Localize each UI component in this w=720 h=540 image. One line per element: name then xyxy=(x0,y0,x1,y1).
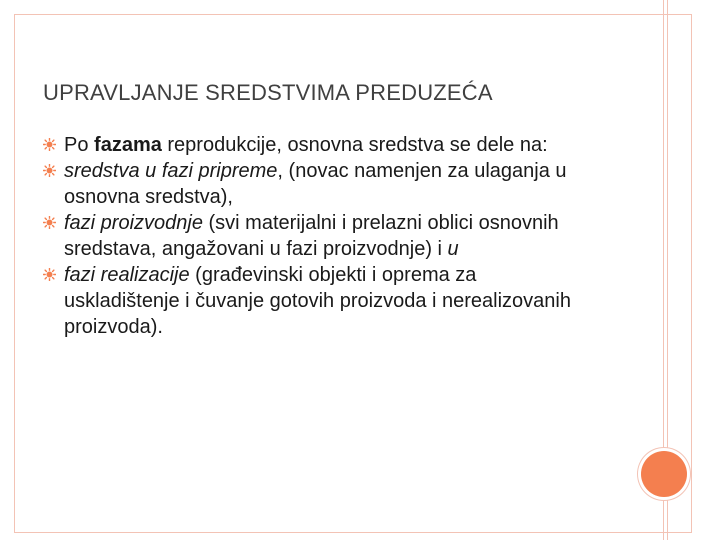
bullet-item xyxy=(43,158,633,210)
bullet-text-segment: (svi materijalni i prelazni oblici osnovnih sredstava, angažovani u fazi proizvodnje) i xyxy=(64,212,559,260)
bullet-text xyxy=(64,262,584,340)
bullet-text-segment: (građevinski objekti i oprema za uskladištenje i čuvanje gotovih proizvoda i nerealizovanih proizvoda). xyxy=(64,264,571,338)
bullet-text-segment: sredstva u fazi pripreme xyxy=(64,160,278,182)
bullet-item xyxy=(43,262,633,340)
bullet-item xyxy=(43,132,633,158)
sun-icon xyxy=(43,216,56,229)
bullet-text xyxy=(64,132,624,158)
bullet-text-segment: , (novac namenjen za ulaganja u osnovna sredstva), xyxy=(64,160,567,208)
bullet-text-segment: reprodukcije, osnovna sredstva se dele na: xyxy=(161,134,548,156)
slide-title: UPRAVLJANJE SREDSTVIMA PREDUZEĆA xyxy=(43,80,493,105)
bullet-text xyxy=(64,210,629,262)
sun-icon xyxy=(43,268,56,281)
decorative-circle xyxy=(641,451,687,497)
sun-icon xyxy=(43,164,56,177)
sun-icon xyxy=(43,138,56,151)
bullet-text-segment: Po xyxy=(64,134,95,156)
bullet-text-segment: fazi realizacije xyxy=(64,264,190,286)
bullet-item xyxy=(43,210,633,262)
bullet-list xyxy=(43,132,633,340)
bullet-text xyxy=(64,158,584,210)
bullet-text-segment: u xyxy=(447,238,459,260)
bullet-text-segment: fazama xyxy=(94,134,162,156)
bullet-text-segment: fazi proizvodnje xyxy=(64,212,203,234)
